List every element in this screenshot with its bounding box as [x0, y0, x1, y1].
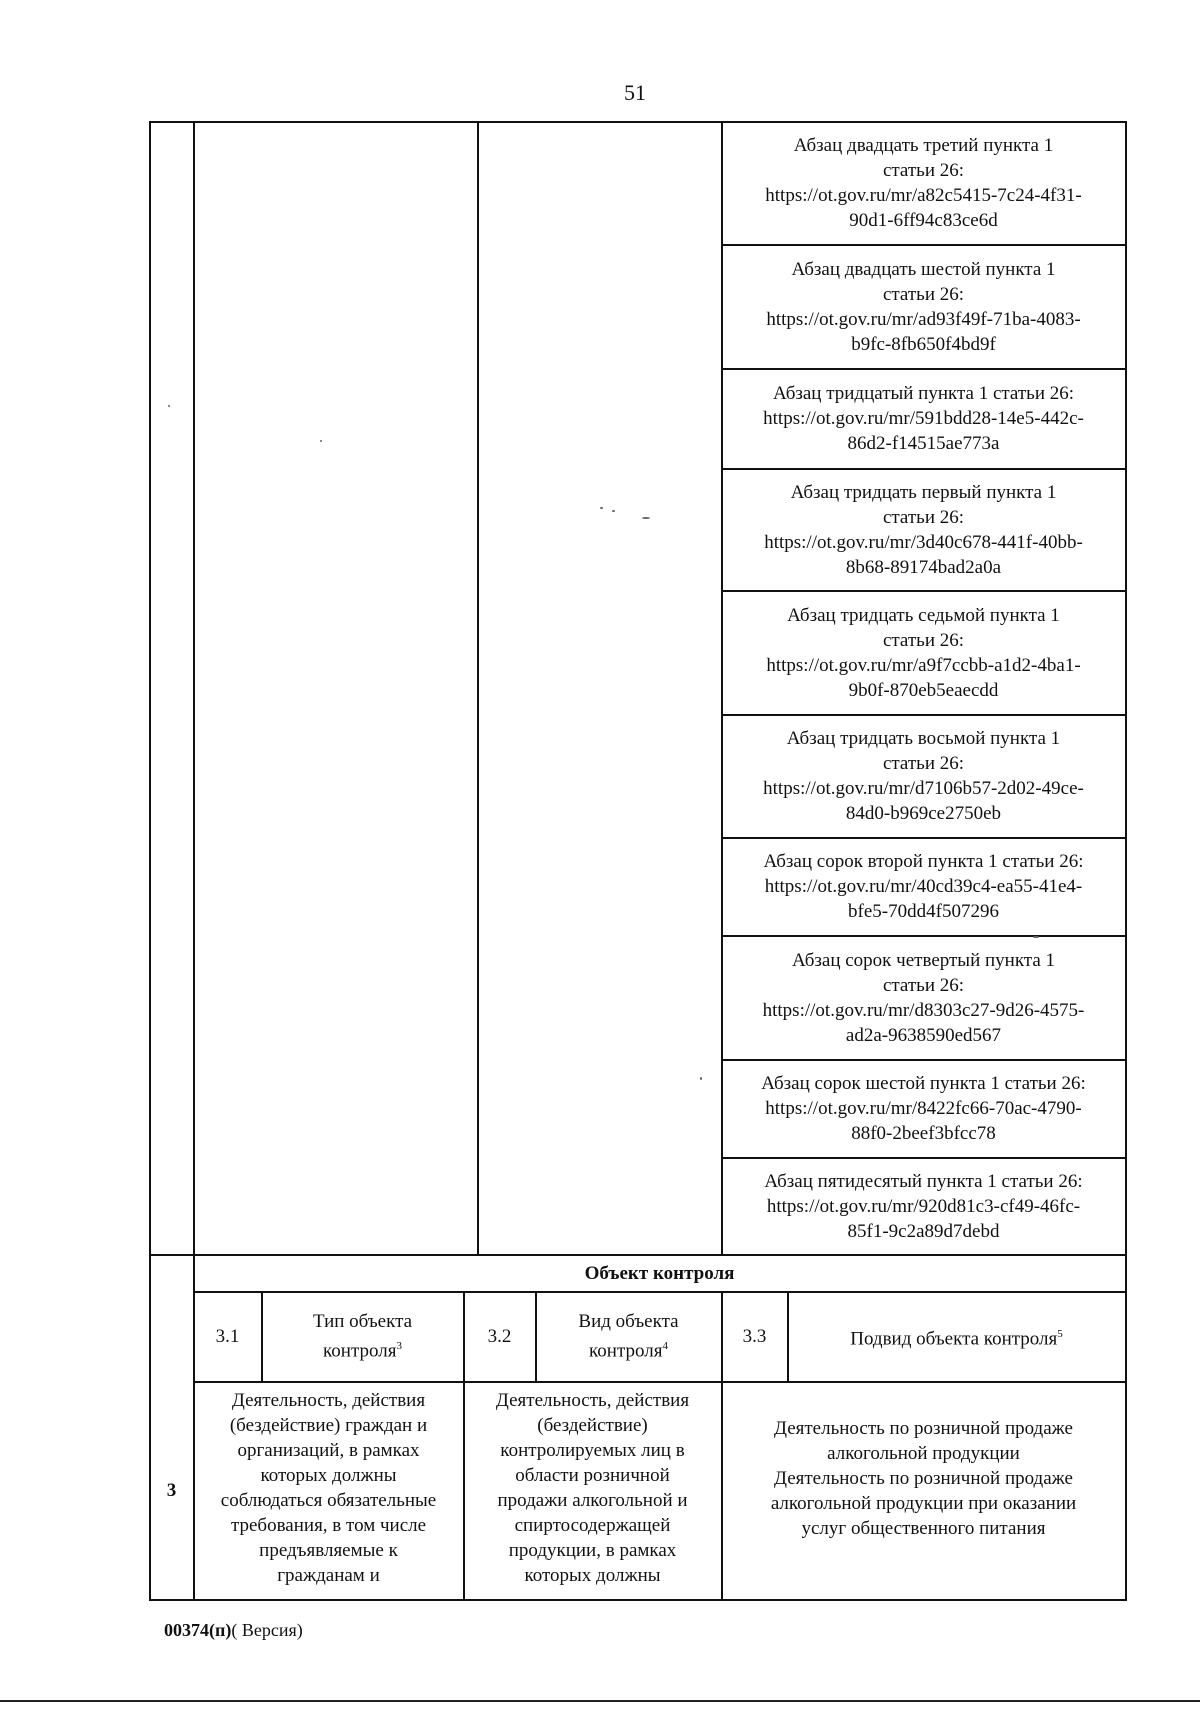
reference-text: Абзац двадцать шестой пункта 1 статьи 26: https://ot.gov.ru/mr/ad93f49f-71ba-4083- b9fc-8fb650f4bd9f — [766, 258, 1081, 355]
reference-cell — [722, 245, 1125, 368]
reference-text: Абзац сорок четвертый пункта 1 статьи 26: https://ot.gov.ru/mr/d8303c27-9d26-4575- ad2a-9638590ed567 — [762, 949, 1085, 1046]
reference-text: Абзац тридцатый пункта 1 статьи 26: https://ot.gov.ru/mr/591bdd28-14e5-442c- 86d2-f14515ae773a — [763, 383, 1084, 454]
reference-cell — [722, 369, 1125, 468]
section3-title-cell — [194, 1255, 1125, 1291]
row-number: 3 — [166, 1479, 177, 1501]
reference-text: Абзац пятидесятый пункта 1 статьи 26: https://ot.gov.ru/mr/920d81c3-cf49-46fc- 85f1-9c2a89d7debd — [764, 1170, 1083, 1242]
subheader-3-3-num: 3.3 — [742, 1326, 767, 1347]
document-footer — [164, 1620, 303, 1641]
subheader-3-1-num: 3.1 — [215, 1326, 240, 1347]
scan-speck — [700, 1077, 702, 1080]
scan-speck — [0, 1700, 1200, 1702]
document-version: ( Версия) — [231, 1620, 303, 1640]
reference-text: Абзац тридцать седьмой пункта 1 статьи 26: https://ot.gov.ru/mr/a9f7ccbb-a1d2-4ba1- 9b0f-870eb5eaecdd — [766, 604, 1081, 701]
table-right-border — [1125, 121, 1127, 1601]
table-bottom-border — [149, 1599, 1126, 1601]
reference-text: Абзац сорок шестой пункта 1 статьи 26: https://ot.gov.ru/mr/8422fc66-70ac-4790- 88f0-2beef3bfcc78 — [761, 1073, 1086, 1144]
subheader-3-2-label: Вид объекта контроля$^4$ — [578, 1311, 679, 1362]
subheader-3-1-label: Тип объекта контроля$^3$ — [312, 1311, 413, 1362]
reference-text: Абзац сорок второй пункта 1 статьи 26: https://ot.gov.ru/mr/40cd39c4-ea55-41e4- bfe5-70dd4f507296 — [763, 851, 1084, 922]
subheader-3-2-num: 3.2 — [487, 1326, 512, 1347]
scan-speck — [642, 517, 650, 519]
reference-cell — [722, 469, 1125, 590]
scan-speck — [600, 507, 603, 509]
object-type-value: Деятельность, действия (бездействие) граждан и организаций, в рамках которых должны соблюдаться обязательные требования, в том числе предъявляемые к гражданам и — [220, 1390, 437, 1586]
column-divider-2 — [477, 121, 479, 1254]
object-kind-value: Деятельность, действия (бездействие) контролируемых лиц в области розничной продажи алкогольной и спиртосодержащей продукции, в рамках которых должны — [495, 1390, 690, 1586]
section3-row-number — [150, 1381, 193, 1599]
reference-text: Абзац двадцать третий пункта 1 статьи 26: https://ot.gov.ru/mr/a82c5415-7c24-4f31- 90d1-6ff94c83ce6d — [765, 135, 1082, 231]
reference-cell — [722, 1060, 1125, 1157]
scan-speck — [320, 440, 322, 442]
reference-cell — [722, 591, 1125, 714]
reference-cell — [722, 838, 1125, 935]
scan-speck — [612, 510, 615, 512]
section3-title: Объект контроля — [584, 1262, 735, 1284]
page-number: 51 — [624, 80, 646, 105]
reference-text: Абзац тридцать восьмой пункта 1 статьи 26: https://ot.gov.ru/mr/d7106b57-2d02-49ce- 84d0-b969ce2750eb — [763, 728, 1084, 824]
document-code: 00374(п) — [164, 1620, 232, 1640]
subheader-3-3-label: Подвид объекта контроля$^5$ — [850, 1327, 1063, 1350]
scan-speck — [168, 405, 170, 407]
scan-speck — [1033, 936, 1039, 938]
reference-cell — [722, 715, 1125, 837]
reference-text: Абзац тридцать первый пункта 1 статьи 26: https://ot.gov.ru/mr/3d40c678-441f-40bb- 8b68-89174bad2a0a — [764, 481, 1083, 578]
reference-cell — [722, 936, 1125, 1059]
reference-cell — [722, 122, 1125, 244]
object-subkind-value: Деятельность по розничной продаже алкогольной продукции Деятельность по розничной продаже алкогольной продукции при оказании услуг общественного питания — [770, 1418, 1077, 1539]
reference-cell — [722, 1158, 1125, 1254]
table-left-border — [149, 121, 151, 1601]
